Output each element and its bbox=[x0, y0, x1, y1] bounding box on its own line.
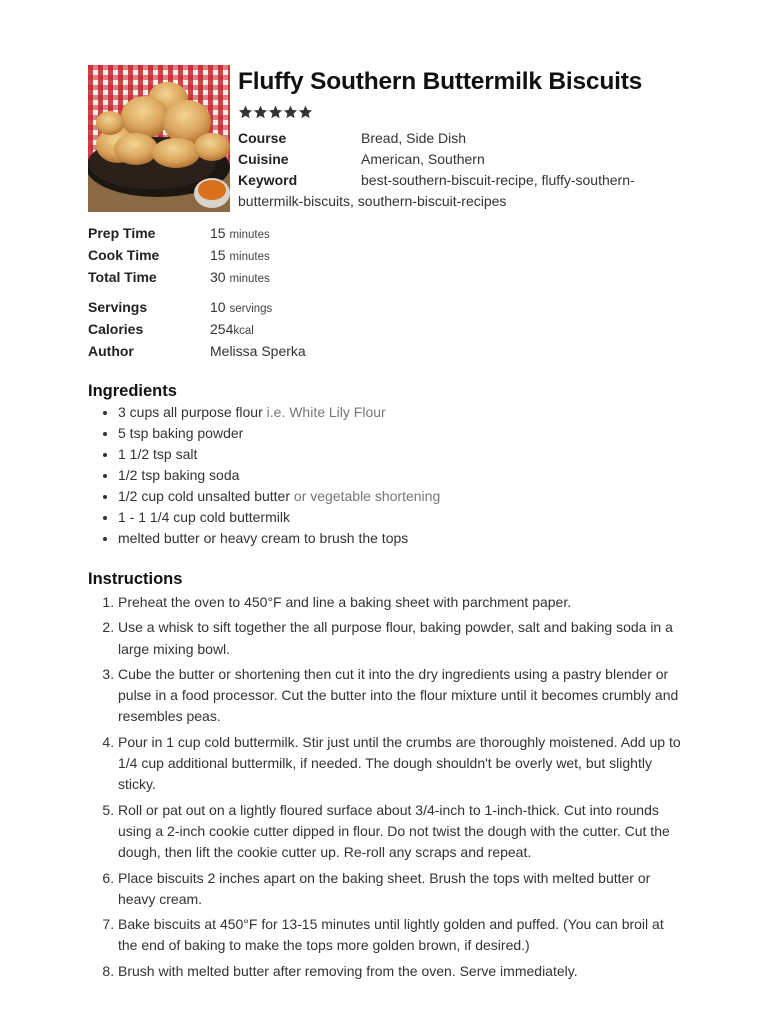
servings-label: Servings bbox=[88, 299, 148, 315]
time-label: Total Time bbox=[88, 269, 157, 285]
servings-value[interactable] bbox=[210, 296, 272, 320]
meta-label: Course bbox=[238, 130, 287, 146]
time-value bbox=[210, 222, 270, 246]
time-unit: minutes bbox=[229, 229, 270, 241]
meta-label: Keyword bbox=[238, 172, 298, 188]
time-value bbox=[210, 266, 270, 290]
meta-value: American, Southern bbox=[361, 151, 485, 167]
instruction-step: 7. Bake biscuits at 450°F for 13-15 minutes until lightly golden and puffed. (You can broil at the end of baking to make the tops more golden brown, if desired.) bbox=[118, 914, 685, 957]
ingredient-text: 5 tsp baking powder bbox=[118, 425, 244, 441]
ingredients-list bbox=[88, 402, 678, 549]
meta-keyword bbox=[238, 170, 638, 212]
calories-value bbox=[210, 318, 254, 342]
ingredient-item bbox=[118, 465, 678, 486]
author-label: Author bbox=[88, 343, 134, 359]
ingredient-item bbox=[118, 528, 678, 549]
ingredient-item bbox=[118, 423, 678, 444]
recipe-meta bbox=[238, 128, 638, 212]
author-name: Melissa Sperka bbox=[210, 343, 306, 359]
ingredients-heading: Ingredients bbox=[88, 382, 177, 400]
ingredient-note: or vegetable shortening bbox=[293, 488, 441, 504]
meta-cuisine bbox=[238, 149, 638, 170]
instruction-step: 1. Preheat the oven to 450°F and line a baking sheet with parchment paper. bbox=[118, 592, 685, 613]
time-amount: 15 bbox=[210, 225, 226, 241]
ingredient-text: melted butter or heavy cream to brush the tops bbox=[118, 530, 409, 546]
ingredient-text: 1/2 tsp baking soda bbox=[118, 467, 240, 483]
instruction-step: 5. Roll or pat out on a lightly floured surface about 3/4-inch to 1-inch-thick. Cut into rounds using a 2-inch cookie cutter dipped in flour. Do not twist the dough with the cutter. Cut the dough, then lift the cookie cutter up. Re-roll any scraps and repeat. bbox=[118, 800, 685, 864]
meta-label: Cuisine bbox=[238, 151, 289, 167]
star-icon[interactable] bbox=[238, 104, 253, 120]
servings-amount[interactable]: 10 bbox=[210, 299, 226, 315]
recipe-photo bbox=[88, 65, 230, 212]
star-icon[interactable] bbox=[253, 104, 268, 120]
ingredient-item bbox=[118, 444, 678, 465]
calories-amount: 254 bbox=[210, 321, 234, 337]
ingredient-item bbox=[118, 402, 678, 423]
instruction-step: 8. Brush with melted butter after removing from the oven. Serve immediately. bbox=[118, 961, 685, 982]
star-icon[interactable] bbox=[268, 104, 283, 120]
recipe-title: Fluffy Southern Buttermilk Biscuits bbox=[238, 68, 643, 95]
time-unit: minutes bbox=[229, 273, 270, 285]
meta-value: Bread, Side Dish bbox=[361, 130, 467, 146]
ingredient-text: 3 cups all purpose flour bbox=[118, 404, 263, 420]
ingredient-item bbox=[118, 507, 678, 528]
instruction-step: 4. Pour in 1 cup cold buttermilk. Stir just until the crumbs are thoroughly moistened. Add up to 1/4 cup additional buttermilk, if needed. The dough shouldn't be overly wet, but slightly sticky. bbox=[118, 732, 685, 796]
star-icon[interactable] bbox=[298, 104, 313, 120]
instruction-step: 6. Place biscuits 2 inches apart on the baking sheet. Brush the tops with melted butter or heavy cream. bbox=[118, 868, 685, 911]
ingredient-note: i.e. White Lily Flour bbox=[266, 404, 386, 420]
instruction-step: 2. Use a whisk to sift together the all purpose flour, baking powder, salt and baking soda in a large mixing bowl. bbox=[118, 617, 685, 660]
meta-value: best-southern-biscuit-recipe, fluffy-southern-buttermilk-biscuits, southern-biscuit-recipes bbox=[238, 172, 635, 209]
time-unit: minutes bbox=[229, 251, 270, 263]
star-icon[interactable] bbox=[283, 104, 298, 120]
instruction-step: 3. Cube the butter or shortening then cut it into the dry ingredients using a pastry blender or pulse in a food processor. Cut the butter into the flour mixture until it becomes crumbly and resembles peas. bbox=[118, 664, 685, 728]
time-label: Cook Time bbox=[88, 247, 160, 263]
ingredient-item bbox=[118, 486, 678, 507]
time-amount: 15 bbox=[210, 247, 226, 263]
ingredient-text: 1 1/2 tsp salt bbox=[118, 446, 198, 462]
ingredient-text: 1 - 1 1/4 cup cold buttermilk bbox=[118, 509, 290, 525]
time-amount: 30 bbox=[210, 269, 226, 285]
time-value bbox=[210, 244, 270, 268]
meta-course bbox=[238, 128, 638, 149]
calories-unit: kcal bbox=[233, 325, 254, 337]
calories-label: Calories bbox=[88, 321, 144, 337]
ingredient-text: 1/2 cup cold unsalted butter bbox=[118, 488, 291, 504]
servings-unit: servings bbox=[229, 303, 273, 315]
instructions-heading: Instructions bbox=[88, 570, 183, 588]
rating-stars[interactable] bbox=[238, 104, 313, 122]
time-label: Prep Time bbox=[88, 225, 156, 241]
instructions-list bbox=[88, 592, 685, 986]
